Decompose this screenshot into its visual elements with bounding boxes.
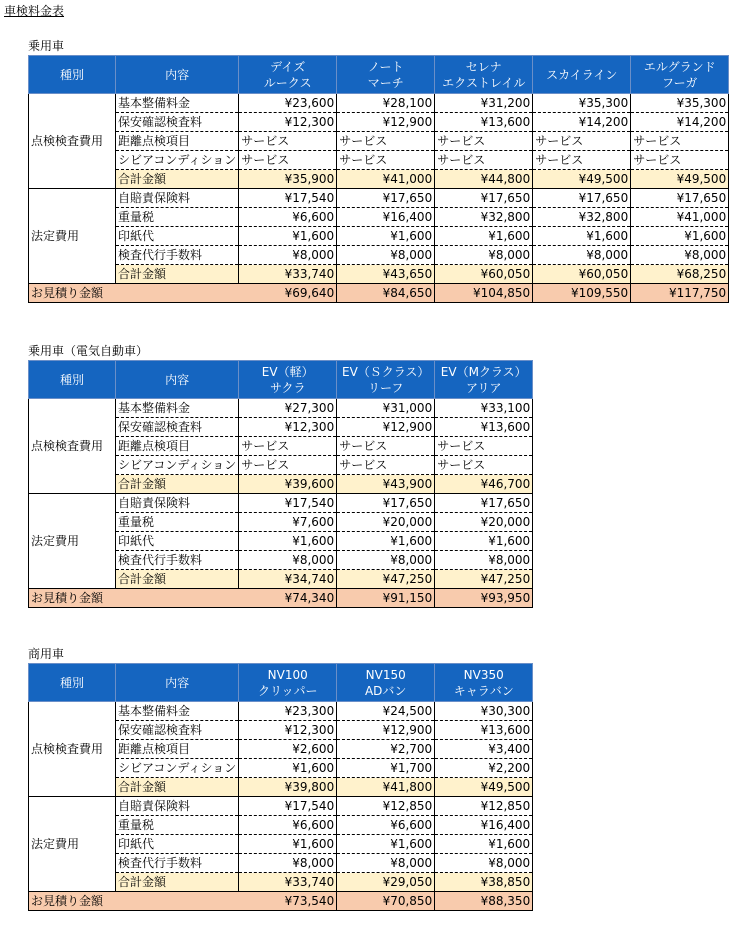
value-cell: ¥17,650 — [337, 494, 435, 513]
item-label: 合計金額 — [116, 778, 239, 797]
vehicle-line2: リーフ — [368, 380, 404, 395]
vehicle-line1: エルグランド — [643, 59, 716, 74]
value-cell: ¥17,650 — [435, 494, 533, 513]
grand-total-value: ¥74,340 — [239, 589, 337, 608]
table-row — [29, 494, 533, 513]
value-cell: ¥34,740 — [239, 570, 337, 589]
value-cell: ¥32,800 — [435, 208, 533, 227]
table-row — [29, 399, 533, 418]
grand-total-value: ¥117,750 — [631, 284, 729, 303]
value-cell: ¥39,800 — [239, 778, 337, 797]
price-table — [28, 360, 533, 608]
value-cell: ¥35,300 — [533, 94, 631, 113]
value-cell: ¥13,600 — [435, 418, 533, 437]
section-electric-vehicles — [28, 343, 533, 608]
table-row — [29, 189, 729, 208]
subtotal-row — [29, 170, 729, 189]
value-cell: ¥14,200 — [631, 113, 729, 132]
header-category: 種別 — [29, 664, 116, 702]
value-cell: ¥68,250 — [631, 265, 729, 284]
header-row — [29, 56, 729, 94]
value-cell: ¥39,600 — [239, 475, 337, 494]
value-cell: ¥17,650 — [337, 189, 435, 208]
value-cell: ¥23,600 — [239, 94, 337, 113]
value-cell: ¥1,600 — [631, 227, 729, 246]
item-label: 検査代行手数料 — [116, 551, 239, 570]
item-label: 合計金額 — [116, 873, 239, 892]
item-label: 印紙代 — [116, 835, 239, 854]
table-row — [29, 151, 729, 170]
category-cell: 点検検査費用 — [29, 399, 116, 494]
value-cell: ¥8,000 — [533, 246, 631, 265]
value-cell: ¥12,300 — [239, 113, 337, 132]
value-cell: サービス — [239, 132, 337, 151]
item-label: 自賠責保険料 — [116, 189, 239, 208]
value-cell: ¥16,400 — [337, 208, 435, 227]
item-label: 印紙代 — [116, 227, 239, 246]
item-label: 保安確認検査料 — [116, 418, 239, 437]
value-cell: ¥1,600 — [239, 759, 337, 778]
table-row — [29, 246, 729, 265]
section-passenger-cars — [28, 38, 729, 303]
item-label: 保安確認検査料 — [116, 721, 239, 740]
item-label: 基本整備料金 — [116, 94, 239, 113]
value-cell: ¥12,900 — [337, 113, 435, 132]
grand-total-value: ¥70,850 — [337, 892, 435, 911]
value-cell: ¥28,100 — [337, 94, 435, 113]
table-row — [29, 113, 729, 132]
value-cell: ¥43,650 — [337, 265, 435, 284]
vehicle-line2: エクストレイル — [442, 75, 526, 90]
value-cell: ¥60,050 — [435, 265, 533, 284]
grand-total-value: ¥109,550 — [533, 284, 631, 303]
vehicle-line2: クリッパー — [257, 683, 318, 698]
vehicle-line1: EV（軽） — [261, 364, 314, 379]
grand-total-value: ¥91,150 — [337, 589, 435, 608]
value-cell: ¥8,000 — [435, 551, 533, 570]
header-vehicle — [631, 56, 729, 94]
category-cell: 点検検査費用 — [29, 94, 116, 189]
category-cell: 点検検査費用 — [29, 702, 116, 797]
header-row — [29, 664, 533, 702]
value-cell: ¥47,250 — [337, 570, 435, 589]
vehicle-line2: サクラ — [269, 380, 306, 395]
table-row — [29, 132, 729, 151]
value-cell: ¥1,600 — [533, 227, 631, 246]
value-cell: ¥32,800 — [533, 208, 631, 227]
vehicle-line2: マーチ — [367, 75, 404, 90]
vehicle-line2: ADバン — [364, 683, 407, 698]
category-cell: 法定費用 — [29, 189, 116, 284]
value-cell: ¥31,000 — [337, 399, 435, 418]
item-label: 合計金額 — [116, 570, 239, 589]
vehicle-line1: セレナ — [465, 59, 502, 74]
vehicle-line1: デイズ — [270, 59, 306, 74]
vehicle-line1: EV（Mクラス） — [440, 364, 527, 379]
value-cell: サービス — [239, 456, 337, 475]
value-cell: ¥49,500 — [533, 170, 631, 189]
item-label: 重量税 — [116, 208, 239, 227]
grand-total-value: ¥69,640 — [239, 284, 337, 303]
page-title: 車検料金表 — [4, 4, 65, 18]
value-cell: ¥14,200 — [533, 113, 631, 132]
value-cell: ¥49,500 — [435, 778, 533, 797]
header-content: 内容 — [116, 361, 239, 399]
vehicle-line2: キャラバン — [453, 683, 514, 698]
header-vehicle — [337, 361, 435, 399]
vehicle-line1: NV150 — [365, 667, 406, 682]
value-cell: ¥17,650 — [533, 189, 631, 208]
value-cell: ¥49,500 — [631, 170, 729, 189]
value-cell: ¥12,850 — [337, 797, 435, 816]
value-cell: ¥1,600 — [337, 835, 435, 854]
value-cell: ¥27,300 — [239, 399, 337, 418]
item-label: 距離点検項目 — [116, 437, 239, 456]
value-cell: ¥13,600 — [435, 113, 533, 132]
item-label: 基本整備料金 — [116, 399, 239, 418]
value-cell: ¥8,000 — [239, 854, 337, 873]
item-label: 自賠責保険料 — [116, 797, 239, 816]
value-cell: サービス — [435, 437, 533, 456]
value-cell: ¥17,540 — [239, 494, 337, 513]
value-cell: ¥44,800 — [435, 170, 533, 189]
value-cell: ¥33,100 — [435, 399, 533, 418]
value-cell: ¥47,250 — [435, 570, 533, 589]
table-row — [29, 208, 729, 227]
price-table — [28, 55, 729, 303]
grand-total-value: ¥93,950 — [435, 589, 533, 608]
value-cell: ¥8,000 — [435, 854, 533, 873]
header-vehicle — [239, 56, 337, 94]
value-cell: ¥8,000 — [337, 551, 435, 570]
item-label: シビアコンディション — [116, 151, 239, 170]
vehicle-line1: スカイライン — [546, 67, 618, 82]
item-label: 保安確認検査料 — [116, 113, 239, 132]
category-cell: 法定費用 — [29, 494, 116, 589]
value-cell: ¥1,600 — [239, 532, 337, 551]
vehicle-line1: NV350 — [463, 667, 504, 682]
item-label: 基本整備料金 — [116, 702, 239, 721]
value-cell: ¥17,650 — [435, 189, 533, 208]
value-cell: ¥29,050 — [337, 873, 435, 892]
header-content: 内容 — [116, 664, 239, 702]
value-cell: サービス — [533, 151, 631, 170]
value-cell: ¥12,300 — [239, 721, 337, 740]
grand-total-value: ¥73,540 — [239, 892, 337, 911]
section-commercial-vehicles — [28, 646, 533, 911]
value-cell: ¥8,000 — [435, 246, 533, 265]
price-table — [28, 663, 533, 911]
value-cell: ¥38,850 — [435, 873, 533, 892]
value-cell: サービス — [631, 132, 729, 151]
value-cell: ¥1,600 — [239, 227, 337, 246]
section-title: 乗用車 — [28, 39, 65, 53]
value-cell: ¥20,000 — [435, 513, 533, 532]
value-cell: ¥43,900 — [337, 475, 435, 494]
vehicle-line1: ノート — [367, 59, 404, 74]
value-cell: ¥41,000 — [337, 170, 435, 189]
vehicle-line1: NV100 — [267, 667, 308, 682]
value-cell: ¥1,600 — [435, 227, 533, 246]
item-label: シビアコンディション — [116, 759, 239, 778]
value-cell: サービス — [239, 151, 337, 170]
item-label: 距離点検項目 — [116, 740, 239, 759]
value-cell: ¥1,600 — [337, 532, 435, 551]
value-cell: ¥8,000 — [239, 246, 337, 265]
value-cell: ¥17,540 — [239, 189, 337, 208]
value-cell: ¥2,700 — [337, 740, 435, 759]
value-cell: サービス — [239, 437, 337, 456]
header-content: 内容 — [116, 56, 239, 94]
value-cell: ¥12,900 — [337, 418, 435, 437]
section-title: 乗用車（電気自動車） — [28, 344, 149, 358]
grand-total-row — [29, 589, 533, 608]
item-label: 自賠責保険料 — [116, 494, 239, 513]
value-cell: ¥1,600 — [435, 835, 533, 854]
header-vehicle — [435, 56, 533, 94]
value-cell: サービス — [533, 132, 631, 151]
value-cell: ¥35,900 — [239, 170, 337, 189]
item-label: 合計金額 — [116, 265, 239, 284]
value-cell: ¥2,200 — [435, 759, 533, 778]
value-cell: ¥60,050 — [533, 265, 631, 284]
grand-total-label: お見積り金額 — [29, 892, 239, 911]
item-label: 重量税 — [116, 513, 239, 532]
header-vehicle — [435, 664, 533, 702]
header-vehicle — [337, 664, 435, 702]
grand-total-row — [29, 892, 533, 911]
vehicle-line2: アリア — [465, 380, 502, 395]
header-vehicle — [533, 56, 631, 94]
item-label: 検査代行手数料 — [116, 854, 239, 873]
value-cell: サービス — [435, 151, 533, 170]
value-cell: サービス — [337, 132, 435, 151]
value-cell: ¥1,600 — [337, 227, 435, 246]
grand-total-row — [29, 284, 729, 303]
vehicle-line1: EV（Ｓクラス） — [341, 364, 430, 379]
grand-total-value: ¥104,850 — [435, 284, 533, 303]
section-title: 商用車 — [28, 647, 65, 661]
header-vehicle — [239, 664, 337, 702]
value-cell: ¥7,600 — [239, 513, 337, 532]
value-cell: ¥33,740 — [239, 873, 337, 892]
value-cell: ¥3,400 — [435, 740, 533, 759]
value-cell: ¥16,400 — [435, 816, 533, 835]
value-cell: ¥30,300 — [435, 702, 533, 721]
item-label: 重量税 — [116, 816, 239, 835]
item-label: 検査代行手数料 — [116, 246, 239, 265]
header-category: 種別 — [29, 56, 116, 94]
vehicle-line2: ルークス — [263, 75, 312, 90]
grand-total-label: お見積り金額 — [29, 284, 239, 303]
value-cell: ¥12,900 — [337, 721, 435, 740]
grand-total-label: お見積り金額 — [29, 589, 239, 608]
value-cell: ¥35,300 — [631, 94, 729, 113]
value-cell: ¥2,600 — [239, 740, 337, 759]
item-label: 印紙代 — [116, 532, 239, 551]
table-row — [29, 702, 533, 721]
value-cell: ¥1,700 — [337, 759, 435, 778]
grand-total-value: ¥88,350 — [435, 892, 533, 911]
table-row — [29, 94, 729, 113]
value-cell: ¥1,600 — [239, 835, 337, 854]
value-cell: ¥8,000 — [631, 246, 729, 265]
vehicle-line2: フーガ — [662, 75, 698, 90]
value-cell: ¥12,850 — [435, 797, 533, 816]
category-cell: 法定費用 — [29, 797, 116, 892]
value-cell: サービス — [337, 437, 435, 456]
value-cell: サービス — [337, 151, 435, 170]
value-cell: ¥6,600 — [337, 816, 435, 835]
item-label: 合計金額 — [116, 170, 239, 189]
value-cell: サービス — [435, 132, 533, 151]
value-cell: ¥13,600 — [435, 721, 533, 740]
value-cell: ¥17,650 — [631, 189, 729, 208]
item-label: 合計金額 — [116, 475, 239, 494]
subtotal-row — [29, 265, 729, 284]
value-cell: ¥8,000 — [239, 551, 337, 570]
value-cell: ¥6,600 — [239, 816, 337, 835]
header-vehicle — [337, 56, 435, 94]
value-cell: ¥17,540 — [239, 797, 337, 816]
value-cell: ¥12,300 — [239, 418, 337, 437]
table-row — [29, 227, 729, 246]
header-vehicle — [239, 361, 337, 399]
value-cell: ¥31,200 — [435, 94, 533, 113]
header-category: 種別 — [29, 361, 116, 399]
value-cell: ¥24,500 — [337, 702, 435, 721]
grand-total-value: ¥84,650 — [337, 284, 435, 303]
item-label: 距離点検項目 — [116, 132, 239, 151]
value-cell: ¥8,000 — [337, 246, 435, 265]
value-cell: サービス — [337, 456, 435, 475]
value-cell: ¥41,000 — [631, 208, 729, 227]
value-cell: ¥20,000 — [337, 513, 435, 532]
value-cell: ¥1,600 — [435, 532, 533, 551]
value-cell: ¥46,700 — [435, 475, 533, 494]
value-cell: ¥41,800 — [337, 778, 435, 797]
value-cell: ¥6,600 — [239, 208, 337, 227]
value-cell: サービス — [435, 456, 533, 475]
item-label: シビアコンディション — [116, 456, 239, 475]
value-cell: ¥23,300 — [239, 702, 337, 721]
value-cell: サービス — [631, 151, 729, 170]
value-cell: ¥33,740 — [239, 265, 337, 284]
header-vehicle — [435, 361, 533, 399]
header-row — [29, 361, 533, 399]
value-cell: ¥8,000 — [337, 854, 435, 873]
table-row — [29, 797, 533, 816]
